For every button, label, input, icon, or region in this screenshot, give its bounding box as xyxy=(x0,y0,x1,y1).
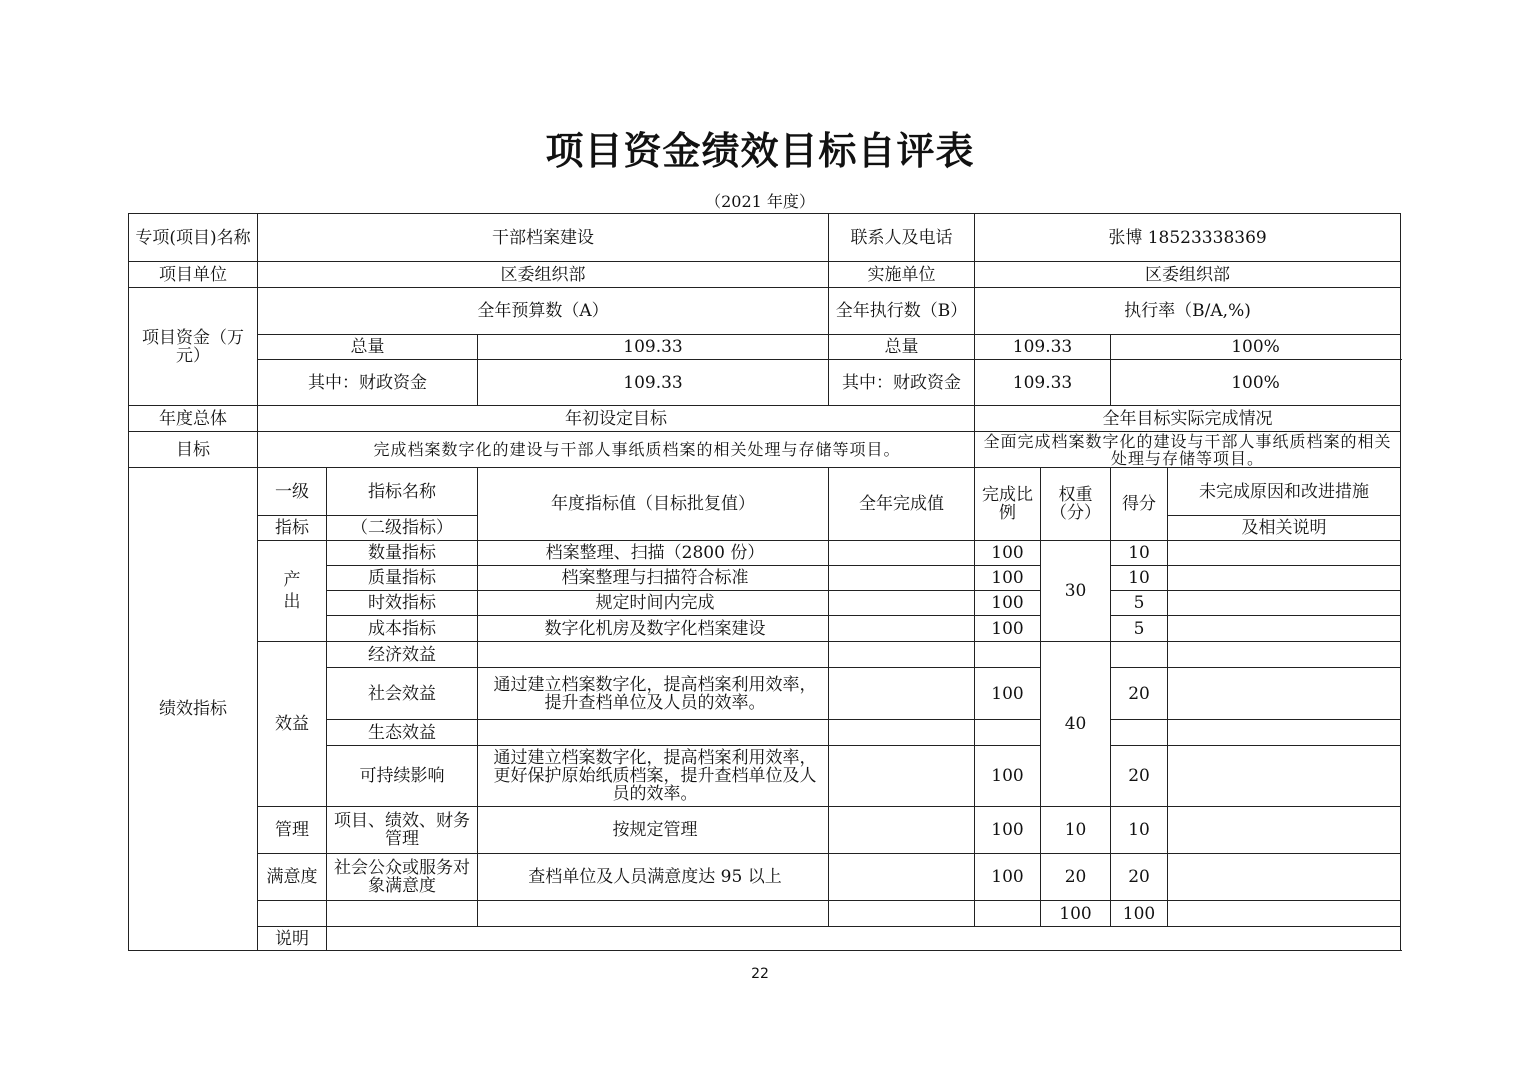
benefit-category: 效益 xyxy=(258,642,327,807)
reason-header-b: 及相关说明 xyxy=(1168,516,1401,541)
management-category: 管理 xyxy=(258,807,327,854)
indicator-actual xyxy=(829,616,975,642)
total-weight: 100 xyxy=(1041,901,1111,927)
fiscal-rate: 100% xyxy=(1111,360,1401,406)
total-budget: 109.33 xyxy=(478,335,829,360)
indicator-actual xyxy=(829,566,975,591)
impl-unit-value: 区委组织部 xyxy=(975,262,1401,288)
impl-unit-label: 实施单位 xyxy=(829,262,975,288)
exec-header: 全年执行数（B） xyxy=(829,288,975,335)
weight-header: 权重（分） xyxy=(1041,468,1111,541)
total-empty xyxy=(975,901,1041,927)
indicator-reason xyxy=(1168,720,1401,746)
total-score: 100 xyxy=(1111,901,1168,927)
evaluation-table xyxy=(128,213,1401,951)
indicator-actual xyxy=(829,668,975,720)
indicator-target xyxy=(478,642,829,668)
initial-goal-text: 完成档案数字化的建设与干部人事纸质档案的相关处理与存储等项目。 xyxy=(258,432,975,468)
satisfaction-actual xyxy=(829,854,975,901)
indicator-target xyxy=(478,720,829,746)
satisfaction-weight: 20 xyxy=(1041,854,1111,901)
project-name-label: 专项(项目)名称 xyxy=(129,214,258,262)
year-subtitle: （2021 年度） xyxy=(705,192,815,211)
total-label-2: 总量 xyxy=(829,335,975,360)
funds-label: 项目资金（万元） xyxy=(129,288,258,406)
fiscal-budget: 109.33 xyxy=(478,360,829,406)
indicator-ratio xyxy=(975,642,1041,668)
target-header: 年度指标值（目标批复值） xyxy=(478,468,829,541)
indicator-reason xyxy=(1168,566,1401,591)
indicator-ratio: 100 xyxy=(975,566,1041,591)
total-empty xyxy=(478,901,829,927)
indicator-target: 通过建立档案数字化，提高档案利用效率，提升查档单位及人员的效率。 xyxy=(478,668,829,720)
level1-header-b: 指标 xyxy=(258,516,327,541)
project-name-value: 干部档案建设 xyxy=(258,214,829,262)
indicator-name: 经济效益 xyxy=(327,642,478,668)
management-score: 10 xyxy=(1111,807,1168,854)
indicator-actual xyxy=(829,591,975,616)
management-weight: 10 xyxy=(1041,807,1111,854)
total-empty xyxy=(258,901,327,927)
total-empty xyxy=(327,901,478,927)
ratio-header: 完成比例 xyxy=(975,468,1041,541)
satisfaction-target: 查档单位及人员满意度达 95 以上 xyxy=(478,854,829,901)
indicator-target: 数字化机房及数字化档案建设 xyxy=(478,616,829,642)
indicator-name: 质量指标 xyxy=(327,566,478,591)
unit-value: 区委组织部 xyxy=(258,262,829,288)
unit-label: 项目单位 xyxy=(129,262,258,288)
rate-header: 执行率（B/A,%) xyxy=(975,288,1401,335)
reason-header-a: 未完成原因和改进措施 xyxy=(1168,468,1401,516)
notes-value xyxy=(327,927,1401,951)
output-weight: 30 xyxy=(1041,541,1111,642)
indicator-reason xyxy=(1168,668,1401,720)
indicator-target: 规定时间内完成 xyxy=(478,591,829,616)
satisfaction-score: 20 xyxy=(1111,854,1168,901)
indicator-name: 数量指标 xyxy=(327,541,478,566)
satisfaction-name: 社会公众或服务对象满意度 xyxy=(327,854,478,901)
management-actual xyxy=(829,807,975,854)
indicator-target: 档案整理、扫描（2800 份） xyxy=(478,541,829,566)
contact-label: 联系人及电话 xyxy=(829,214,975,262)
goal-label-2: 目标 xyxy=(129,432,258,468)
indicator-ratio xyxy=(975,720,1041,746)
notes-label: 说明 xyxy=(258,927,327,951)
management-ratio: 100 xyxy=(975,807,1041,854)
indicator-reason xyxy=(1168,591,1401,616)
management-target: 按规定管理 xyxy=(478,807,829,854)
indicator-score: 20 xyxy=(1111,746,1168,807)
indicator-actual xyxy=(829,720,975,746)
indicator-score: 5 xyxy=(1111,616,1168,642)
actual-header: 全年完成值 xyxy=(829,468,975,541)
indicators-section-label: 绩效指标 xyxy=(129,468,258,951)
indicator-reason xyxy=(1168,746,1401,807)
total-label: 总量 xyxy=(258,335,478,360)
indicator-ratio: 100 xyxy=(975,668,1041,720)
indicator-ratio: 100 xyxy=(975,616,1041,642)
fiscal-exec: 109.33 xyxy=(975,360,1111,406)
actual-goal-header: 全年目标实际完成情况 xyxy=(975,406,1401,432)
satisfaction-ratio: 100 xyxy=(975,854,1041,901)
actual-goal-text: 全面完成档案数字化的建设与干部人事纸质档案的相关处理与存储等项目。 xyxy=(975,432,1401,468)
total-exec: 109.33 xyxy=(975,335,1111,360)
indicator-ratio: 100 xyxy=(975,746,1041,807)
total-rate: 100% xyxy=(1111,335,1401,360)
budget-header: 全年预算数（A） xyxy=(258,288,829,335)
indicator-reason xyxy=(1168,541,1401,566)
indicator-reason xyxy=(1168,616,1401,642)
management-name: 项目、绩效、财务管理 xyxy=(327,807,478,854)
name-header-a: 指标名称 xyxy=(327,468,478,516)
satisfaction-reason xyxy=(1168,854,1401,901)
indicator-name: 成本指标 xyxy=(327,616,478,642)
indicator-name: 社会效益 xyxy=(327,668,478,720)
indicator-score: 20 xyxy=(1111,668,1168,720)
satisfaction-category: 满意度 xyxy=(258,854,327,901)
total-empty xyxy=(829,901,975,927)
fiscal-label-2: 其中：财政资金 xyxy=(829,360,975,406)
indicator-ratio: 100 xyxy=(975,541,1041,566)
management-reason xyxy=(1168,807,1401,854)
indicator-score: 10 xyxy=(1111,541,1168,566)
indicator-name: 时效指标 xyxy=(327,591,478,616)
page-title: 项目资金绩效目标自评表 xyxy=(545,129,975,173)
indicator-score: 5 xyxy=(1111,591,1168,616)
indicator-name: 可持续影响 xyxy=(327,746,478,807)
fiscal-label: 其中：财政资金 xyxy=(258,360,478,406)
indicator-score xyxy=(1111,720,1168,746)
indicator-actual xyxy=(829,642,975,668)
indicator-actual xyxy=(829,541,975,566)
total-empty xyxy=(1168,901,1401,927)
goal-label-1: 年度总体 xyxy=(129,406,258,432)
output-category: 产出 xyxy=(258,541,327,642)
indicator-ratio: 100 xyxy=(975,591,1041,616)
benefit-weight: 40 xyxy=(1041,642,1111,807)
indicator-target: 通过建立档案数字化，提高档案利用效率，更好保护原始纸质档案，提升查档单位及人员的效率。 xyxy=(478,746,829,807)
initial-goal-header: 年初设定目标 xyxy=(258,406,975,432)
indicator-actual xyxy=(829,746,975,807)
indicator-target: 档案整理与扫描符合标准 xyxy=(478,566,829,591)
indicator-score: 10 xyxy=(1111,566,1168,591)
level1-header-a: 一级 xyxy=(258,468,327,516)
indicator-score xyxy=(1111,642,1168,668)
name-header-b: （二级指标） xyxy=(327,516,478,541)
page-number: 22 xyxy=(751,966,769,982)
indicator-reason xyxy=(1168,642,1401,668)
contact-value: 张博 18523338369 xyxy=(975,214,1401,262)
score-header: 得分 xyxy=(1111,468,1168,541)
indicator-name: 生态效益 xyxy=(327,720,478,746)
